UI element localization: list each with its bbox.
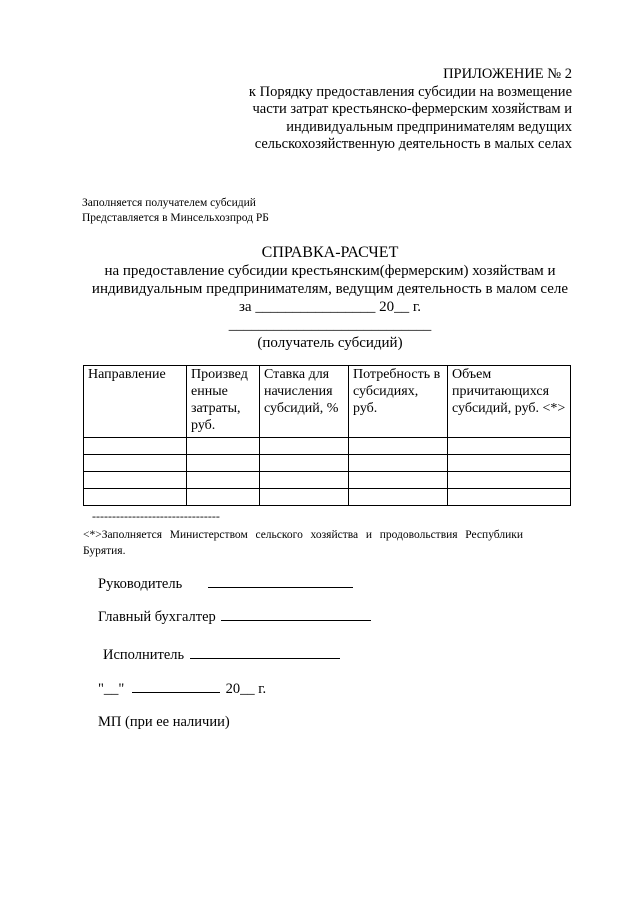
filler-line-2: Представляется в Минсельхозпрод РБ [82, 212, 269, 224]
table-cell[interactable] [260, 455, 349, 472]
header-amount: Объем причитающихся субсидий, руб. <*> [448, 366, 571, 438]
table-cell[interactable] [187, 489, 260, 506]
table-row [84, 438, 571, 455]
filler-note [82, 196, 269, 226]
date-day: "__" [98, 681, 125, 697]
date-year: 20__ г. [225, 681, 267, 697]
table-cell[interactable] [187, 472, 260, 489]
filler-line-1: Заполняется получателем субсидий [82, 197, 256, 209]
table-cell[interactable] [448, 438, 571, 455]
executor-signature-line[interactable] [190, 646, 340, 659]
document-subtitle-2: индивидуальным предпринимателям, ведущим деятельность в малом селе [91, 281, 569, 297]
document-title: СПРАВКА-РАСЧЕТ [261, 244, 399, 261]
document-subtitle-1: на предоставление субсидии крестьянским(фермерским) хозяйствам и [104, 263, 556, 279]
recipient-caption: (получатель субсидий) [257, 335, 403, 351]
header-direction: Направление [84, 366, 187, 438]
table-cell[interactable] [84, 455, 187, 472]
signature-executor [103, 646, 340, 664]
table-cell[interactable] [84, 489, 187, 506]
accountant-signature-line[interactable] [221, 608, 371, 621]
table-cell[interactable] [448, 489, 571, 506]
appendix-line: к Порядку предоставления субсидии на возмещение [248, 83, 572, 100]
table-row [84, 472, 571, 489]
signature-date [98, 680, 266, 698]
head-signature-line[interactable] [208, 575, 353, 588]
header-costs: Произвед енные затраты, руб. [187, 366, 260, 438]
table-cell[interactable] [349, 438, 448, 455]
table-header-row [84, 366, 571, 438]
table-cell[interactable] [84, 472, 187, 489]
table-cell[interactable] [349, 472, 448, 489]
table-row [84, 489, 571, 506]
stamp-place: МП (при ее наличии) [98, 714, 230, 730]
table-cell[interactable] [448, 455, 571, 472]
table-cell[interactable] [187, 438, 260, 455]
table-cell[interactable] [260, 489, 349, 506]
head-label: Руководитель [98, 576, 183, 592]
table-cell[interactable] [448, 472, 571, 489]
accountant-label: Главный бухгалтер [98, 609, 216, 625]
table-cell[interactable] [260, 438, 349, 455]
document-title-block [60, 244, 600, 352]
appendix-title: ПРИЛОЖЕНИЕ № 2 [443, 66, 572, 82]
signature-accountant [98, 608, 371, 626]
date-month-line[interactable] [132, 680, 220, 693]
appendix-header [172, 66, 572, 154]
appendix-line: сельскохозяйственную деятельность в малых селах [254, 136, 572, 152]
table-cell[interactable] [349, 489, 448, 506]
period-prefix: за [238, 299, 252, 315]
appendix-line: индивидуальным предпринимателям ведущих [286, 118, 572, 135]
period-year: 20__ г. [379, 299, 422, 315]
calculation-table [83, 365, 571, 506]
period-blank: ________________ [255, 299, 376, 315]
recipient-blank: ___________________________ [228, 317, 432, 333]
signature-head [98, 575, 353, 593]
executor-label: Исполнитель [103, 647, 185, 663]
table-row [84, 455, 571, 472]
period-line [60, 298, 600, 316]
table-cell[interactable] [260, 472, 349, 489]
footnote-text: <*>Заполняется Министерством сельского хозяйства и продовольствия Республики Бурятия. [83, 529, 523, 557]
appendix-line: части затрат крестьянско-фермерским хозяйствам и [252, 101, 572, 117]
table-cell[interactable] [187, 455, 260, 472]
table-cell[interactable] [349, 455, 448, 472]
footnote-separator: -------------------------------- [92, 509, 220, 523]
header-need: Потребность в субсидиях, руб. [349, 366, 448, 438]
header-rate: Ставка для начисления субсидий, % [260, 366, 349, 438]
table-cell[interactable] [84, 438, 187, 455]
